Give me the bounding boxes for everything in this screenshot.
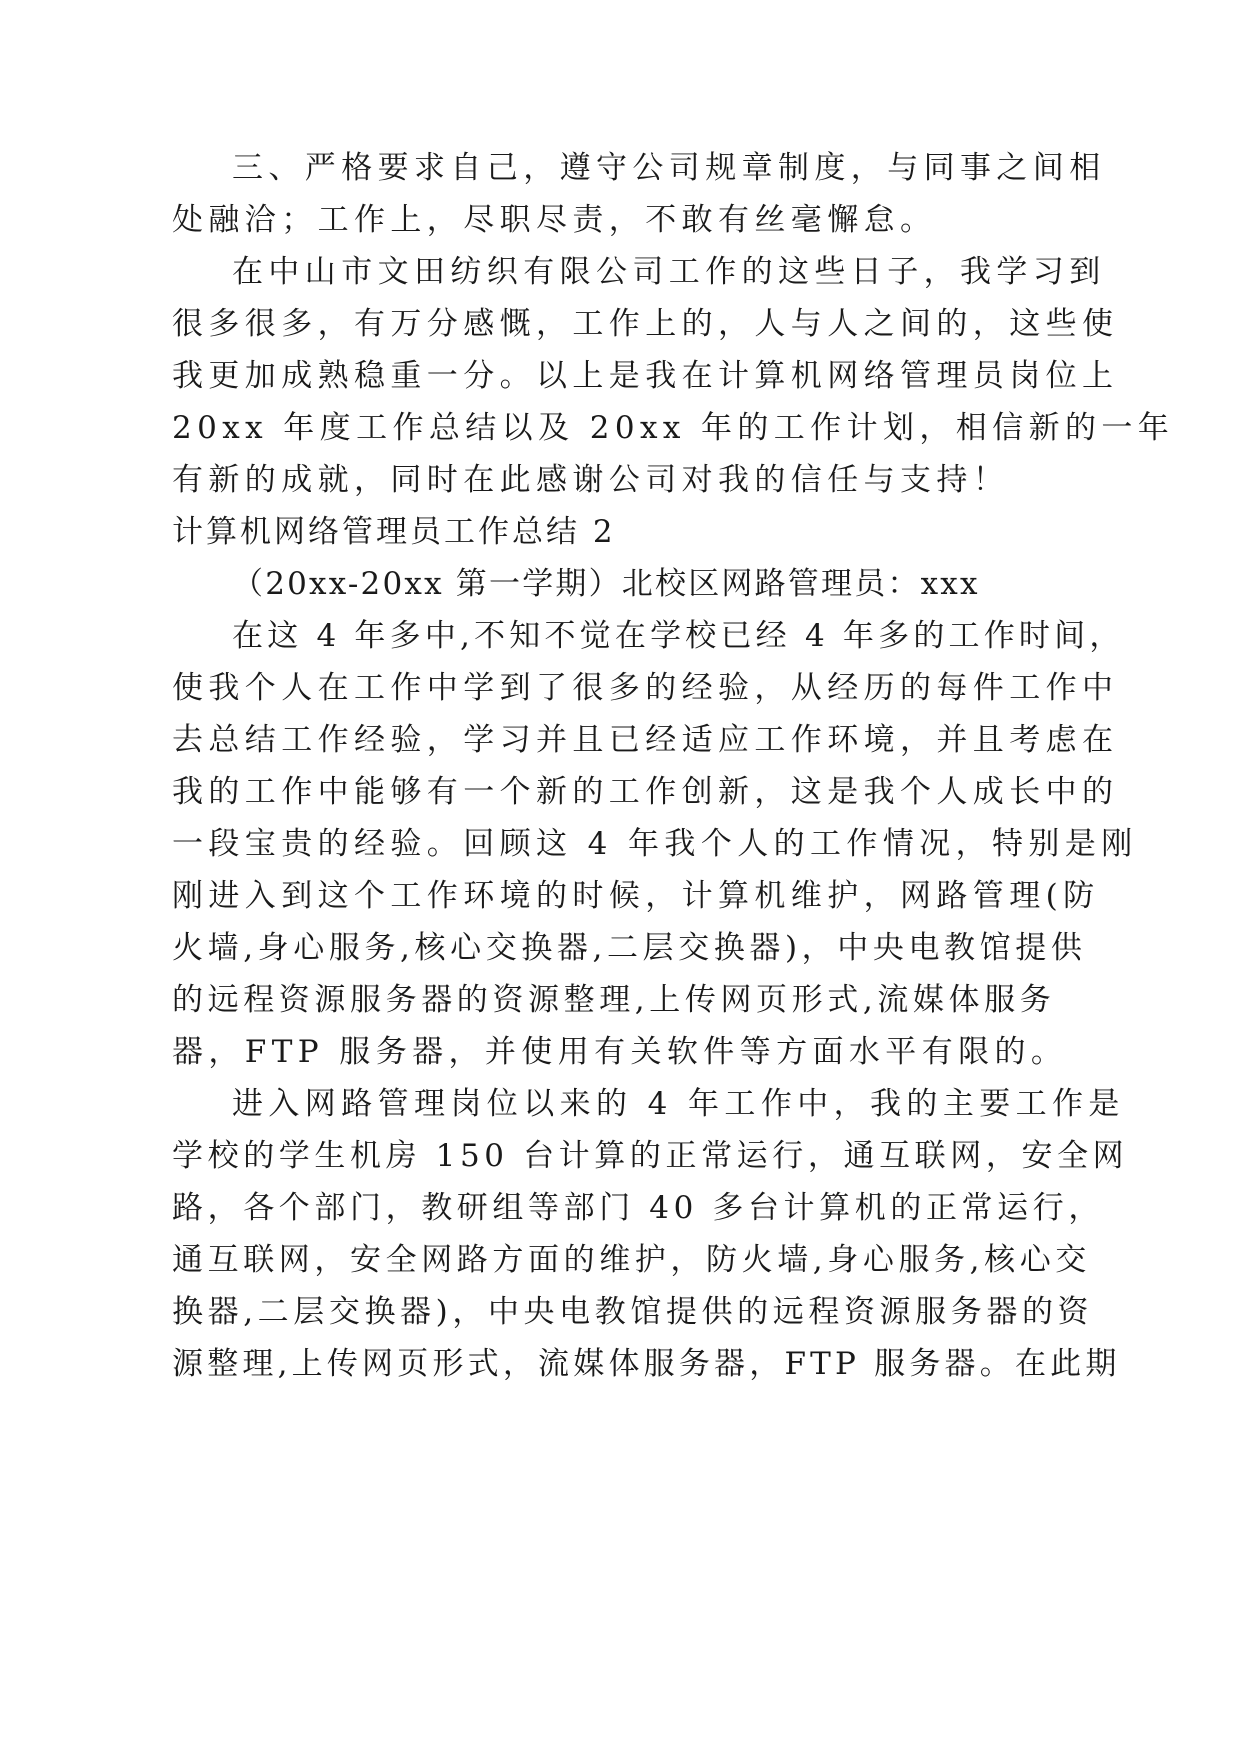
paragraph-2-line-4: 20xx 年度工作总结以及 20xx 年的工作计划，相信新的一年 — [172, 410, 1175, 446]
paragraph-3-line-9: 器，FTP 服务器，并使用有关软件等方面水平有限的。 — [172, 1034, 1068, 1070]
paragraph-1-line-1: 三、严格要求自己，遵守公司规章制度，与同事之间相 — [232, 150, 1106, 186]
paragraph-3-line-6: 刚进入到这个工作环境的时候，计算机维护，网路管理(防 — [172, 878, 1100, 914]
section-heading: 计算机网络管理员工作总结 2 — [172, 514, 616, 550]
paragraph-3-line-3: 去总结工作经验，学习并且已经适应工作环境，并且考虑在 — [172, 722, 1119, 758]
paragraph-3-line-5: 一段宝贵的经验。回顾这 4 年我个人的工作情况，特别是刚 — [172, 826, 1138, 862]
paragraph-3-line-7: 火墙,身心服务,核心交换器,二层交换器)，中央电教馆提供 — [172, 930, 1087, 966]
paragraph-2-line-1: 在中山市文田纺织有限公司工作的这些日子，我学习到 — [232, 254, 1106, 290]
paragraph-4-line-5: 换器,二层交换器)，中央电教馆提供的远程资源服务器的资 — [172, 1294, 1094, 1330]
section-subheading: （20xx-20xx 第一学期）北校区网路管理员：xxx — [232, 566, 980, 602]
paragraph-2-line-3: 我更加成熟稳重一分。以上是我在计算机网络管理员岗位上 — [172, 358, 1119, 394]
paragraph-3-line-4: 我的工作中能够有一个新的工作创新，这是我个人成长中的 — [172, 774, 1119, 810]
paragraph-4-line-4: 通互联网，安全网路方面的维护，防火墙,身心服务,核心交 — [172, 1242, 1091, 1278]
paragraph-3-line-1: 在这 4 年多中,不知不觉在学校已经 4 年多的工作时间， — [232, 618, 1125, 654]
paragraph-4-line-6: 源整理,上传网页形式，流媒体服务器，FTP 服务器。在此期 — [172, 1346, 1121, 1382]
paragraph-4-line-2: 学校的学生机房 150 台计算的正常运行，通互联网，安全网 — [172, 1138, 1129, 1174]
paragraph-4-line-3: 路，各个部门，教研组等部门 40 多台计算机的正常运行， — [172, 1190, 1104, 1226]
paragraph-1-line-2: 处融洽；工作上，尽职尽责，不敢有丝毫懈怠。 — [172, 202, 937, 238]
paragraph-2-line-2: 很多很多，有万分感慨，工作上的，人与人之间的，这些使 — [172, 306, 1119, 342]
paragraph-3-line-8: 的远程资源服务器的资源整理,上传网页形式,流媒体服务 — [172, 982, 1056, 1018]
paragraph-2-line-5: 有新的成就，同时在此感谢公司对我的信任与支持！ — [172, 462, 1010, 498]
paragraph-4-line-1: 进入网路管理岗位以来的 4 年工作中，我的主要工作是 — [232, 1086, 1125, 1122]
paragraph-3-line-2: 使我个人在工作中学到了很多的经验，从经历的每件工作中 — [172, 670, 1119, 706]
